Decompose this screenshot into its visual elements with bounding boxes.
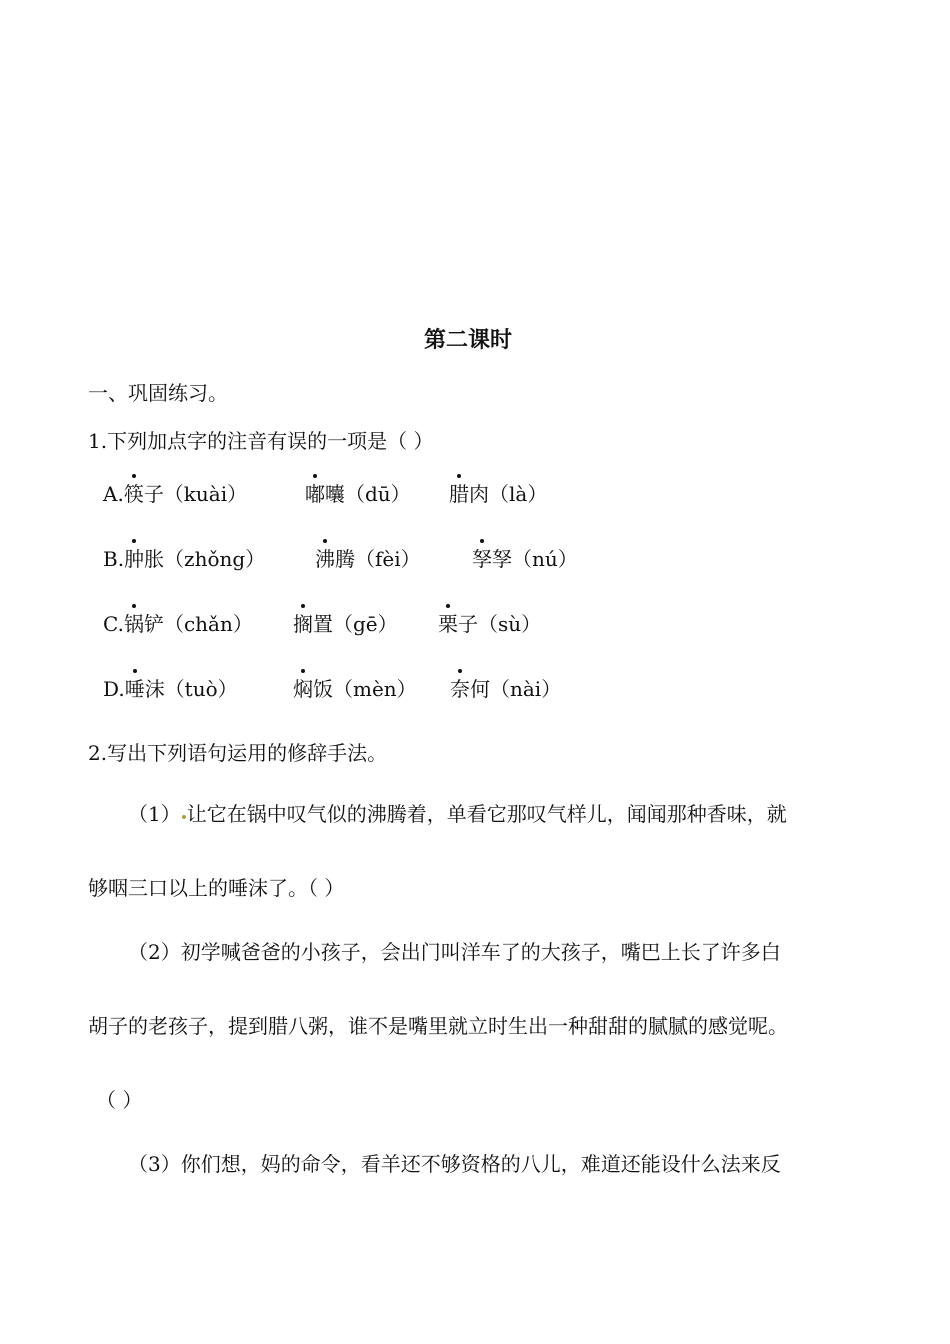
option-c-item-3 <box>438 611 541 637</box>
option-b <box>103 546 265 572</box>
option-text: 胀（zhǒng） <box>144 547 266 571</box>
option-label: A. <box>103 482 124 506</box>
dotted-char: 焖 <box>293 677 313 701</box>
dotted-char: 孥 <box>472 547 492 571</box>
option-text: 腾（fèi） <box>335 547 421 571</box>
question-2-stem: 2.写出下列语句运用的修辞手法。 <box>88 741 388 765</box>
option-a-item-2 <box>305 481 411 507</box>
dotted-char: 锅 <box>123 612 144 636</box>
option-text: 置（gē） <box>313 612 398 636</box>
option-text: 囔（dū） <box>325 482 411 506</box>
sentence-3-line-1: （3）你们想，妈的命令，看羊还不够资格的八儿，难道还能设什么法来反 <box>128 1152 781 1176</box>
option-text: 饭（mèn） <box>313 677 417 701</box>
option-text: 肉（là） <box>469 482 548 506</box>
dotted-char: 筷 <box>123 482 144 506</box>
option-d-item-3 <box>450 676 561 702</box>
sentence-1-text: 让它在锅中叹气似的沸腾着，单看它那叹气样儿，闻闻那种香味，就 <box>186 802 787 826</box>
question-1-stem: 1.下列加点字的注音有误的一项是（ ） <box>88 429 434 453</box>
dotted-char: 搁 <box>293 612 313 636</box>
sentence-2-line-1: （2）初学喊爸爸的小孩子，会出门叫洋车了的大孩子，嘴巴上长了许多白 <box>128 940 781 964</box>
option-text: 铲（chǎn） <box>143 612 253 636</box>
dotted-char: 奈 <box>450 677 470 701</box>
option-label: D. <box>103 677 125 701</box>
option-text: 孥（nú） <box>492 547 578 571</box>
option-text: 何（nài） <box>470 677 562 701</box>
option-c <box>103 611 253 637</box>
section-heading: 一、巩固练习。 <box>88 381 228 405</box>
sentence-1-line-1 <box>128 801 787 827</box>
option-d <box>103 676 238 702</box>
sentence-2-line-2: 胡子的老孩子，提到腊八粥，谁不是嘴里就立时生出一种甜甜的腻腻的感觉呢。 <box>88 1014 788 1038</box>
option-label: B. <box>103 547 125 571</box>
dotted-char: 栗 <box>438 612 458 636</box>
dotted-char: 嘟 <box>305 482 325 506</box>
option-b-item-3 <box>472 546 578 572</box>
dotted-char: 肿 <box>124 547 145 571</box>
option-a-item-3 <box>449 481 547 507</box>
dotted-char: 沸 <box>315 547 335 571</box>
sentence-1-number: （1） <box>128 802 181 826</box>
dotted-char: 腊 <box>449 482 469 506</box>
option-text: 子（kuài） <box>143 482 248 506</box>
option-text: 子（sù） <box>458 612 542 636</box>
option-b-item-2 <box>315 546 421 572</box>
option-text: 沫（tuò） <box>144 677 238 701</box>
dotted-char: 唾 <box>124 677 145 701</box>
sentence-1-line-2: 够咽三口以上的唾沫了。（ ） <box>88 876 345 900</box>
page-title: 第二课时 <box>424 328 513 353</box>
comment-marker-icon <box>182 815 186 819</box>
option-a <box>103 481 247 507</box>
option-d-item-2 <box>293 676 417 702</box>
option-label: C. <box>103 612 124 636</box>
option-c-item-2 <box>293 611 398 637</box>
sentence-2-answer-blank: （ ） <box>96 1088 143 1112</box>
